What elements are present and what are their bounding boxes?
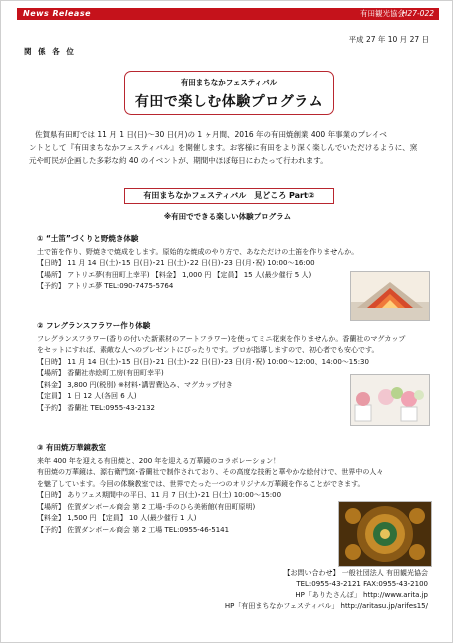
section-description: 土で笛を作り、野焼きで焼成をします。原始的な焼成のやり方で、あなただけの土笛を作りませんか。 xyxy=(37,247,359,256)
info-row-reservation: 【予約】 アトリエ夢 TEL:090-7475-5764 xyxy=(37,282,174,290)
contact-hp-link[interactable]: HP「有田まちなかフェスティバル」 http://aritasu.jp/arifes15/ xyxy=(224,602,428,610)
contact-phone: TEL:0955-43-2121 FAX:0955-43-2100 xyxy=(296,580,428,588)
intro-paragraph xyxy=(29,128,434,167)
info-row-datetime: 【日時】 ありフェス期間中の平日、11 月 7 日(土)･21 日(土) 10:00～15:00 xyxy=(37,491,282,499)
kaleidoscope-pattern-image xyxy=(339,502,431,566)
info-row-place: 【場所】 アトリエ夢(有田町上幸平) 【料金】 1,000 円 【定員】 15 人(最少催行 5 人) xyxy=(37,270,312,279)
section-description: を魅了しています。今回の体験教室では、世界でたった一つのオリジナル万華鏡を作ることができます。 xyxy=(37,479,365,488)
section-heading: ③ 有田焼万華鏡教室 xyxy=(37,443,106,452)
section-heading: ① “土笛”づくりと野焼き体験 xyxy=(37,234,139,243)
kiln-fire-image xyxy=(351,272,429,320)
info-row-fee: 【料金】 1,500 円 【定員】 10 人(最少催行 1 人) xyxy=(37,514,197,522)
fragrance-flower-photo xyxy=(350,374,430,426)
header-label: News Release xyxy=(23,9,91,18)
header-organization: 有田観光協会 xyxy=(360,9,405,18)
section-heading: ② フレグランスフラワー作り体験 xyxy=(37,321,151,330)
header-bar xyxy=(17,8,439,20)
contact-footer xyxy=(218,568,428,612)
info-row-place: 【場所】 香蘭社赤絵町工房(有田町幸平) xyxy=(37,369,164,377)
tsuchibue-photo xyxy=(350,271,430,321)
title-box xyxy=(124,71,334,115)
intro-line: ントとして『有田まちなかフェスティバル』を開催します。お客様に有田をより深く楽しんでいただけるように、窯 xyxy=(29,143,418,152)
section-description: フレグランスフラワー(香りの付いた新素材のアートフラワー)を使ってミニ花束を作りませんか。香蘭社のマグカップ xyxy=(37,334,406,343)
info-row-capacity: 【定員】 1 日 12 人(各回 6 人) xyxy=(37,392,137,400)
highlight-lead: ※有田でできる楽しい体験プログラム xyxy=(163,212,292,221)
info-row-fee: 【料金】 3,800 円(税別) ※材料･講習費込み、マグカップ付き xyxy=(37,380,233,389)
contact-hp-link[interactable]: HP「ありたさんぽ」 http://www.arita.jp xyxy=(295,591,428,599)
kaleidoscope-photo xyxy=(338,501,432,567)
title-subtitle: 有田まちなかフェスティバル xyxy=(180,78,278,87)
page-title: 有田で楽しむ体験プログラム xyxy=(134,94,324,110)
contact-heading: 【お問い合わせ】 一般社団法人 有田観光協会 xyxy=(283,569,428,577)
info-row-datetime: 【日時】 11 月 14 日(土)･15 日(日)･21 日(土)･22 日(日)･23 日(月･祝) 10:00～12:00、14:00～15:30 xyxy=(37,357,369,366)
info-row-datetime: 【日時】 11 月 14 日(土)･15 日(日)･21 日(土)･22 日(日)･23 日(月･祝) 10:00～16:00 xyxy=(37,259,315,267)
flower-bouquet-image xyxy=(351,375,429,425)
intro-line: 元や町民が企画した多彩な約 40 のイベントが、期間中ほぼ毎日にわたって行われます。 xyxy=(29,156,328,165)
info-row-reservation: 【予約】 香蘭社 TEL:0955-43-2132 xyxy=(37,403,155,412)
highlight-box: 有田まちなかフェスティバル 見どころ Part② xyxy=(124,188,334,204)
section-description: をセットにすれば、素敵な人へのプレゼントにぴったりです。プロが指導しますので、初心者でも安心です。 xyxy=(37,346,379,354)
section-description: 来年 400 年を迎える有田焼と、200 年を迎える万華鏡のコラボレーション！ xyxy=(37,456,281,465)
header-number: H27-022 xyxy=(401,9,434,18)
addressee: 関 係 各 位 xyxy=(24,47,76,56)
section-description: 有田焼の万華鏡は、源右衛門窯･香蘭社で制作されており、その高度な技術と華やかな絵付けで、世界中の人々 xyxy=(37,468,384,476)
intro-line: 佐賀県有田町では 11 月 1 日(日)～30 日(月)の 1 ヶ月間、2016 年の有田焼創業 400 年事業のプレイベ xyxy=(35,130,387,139)
release-date: 平成 27 年 10 月 27 日 xyxy=(348,35,429,44)
info-row-reservation: 【予約】 佐賀ダンボール商会 第 2 工場 TEL:0955-46-5141 xyxy=(37,525,230,534)
info-row-place: 【場所】 佐賀ダンボール商会 第 2 工場･手のひら美術館(有田町原明) xyxy=(37,502,256,511)
